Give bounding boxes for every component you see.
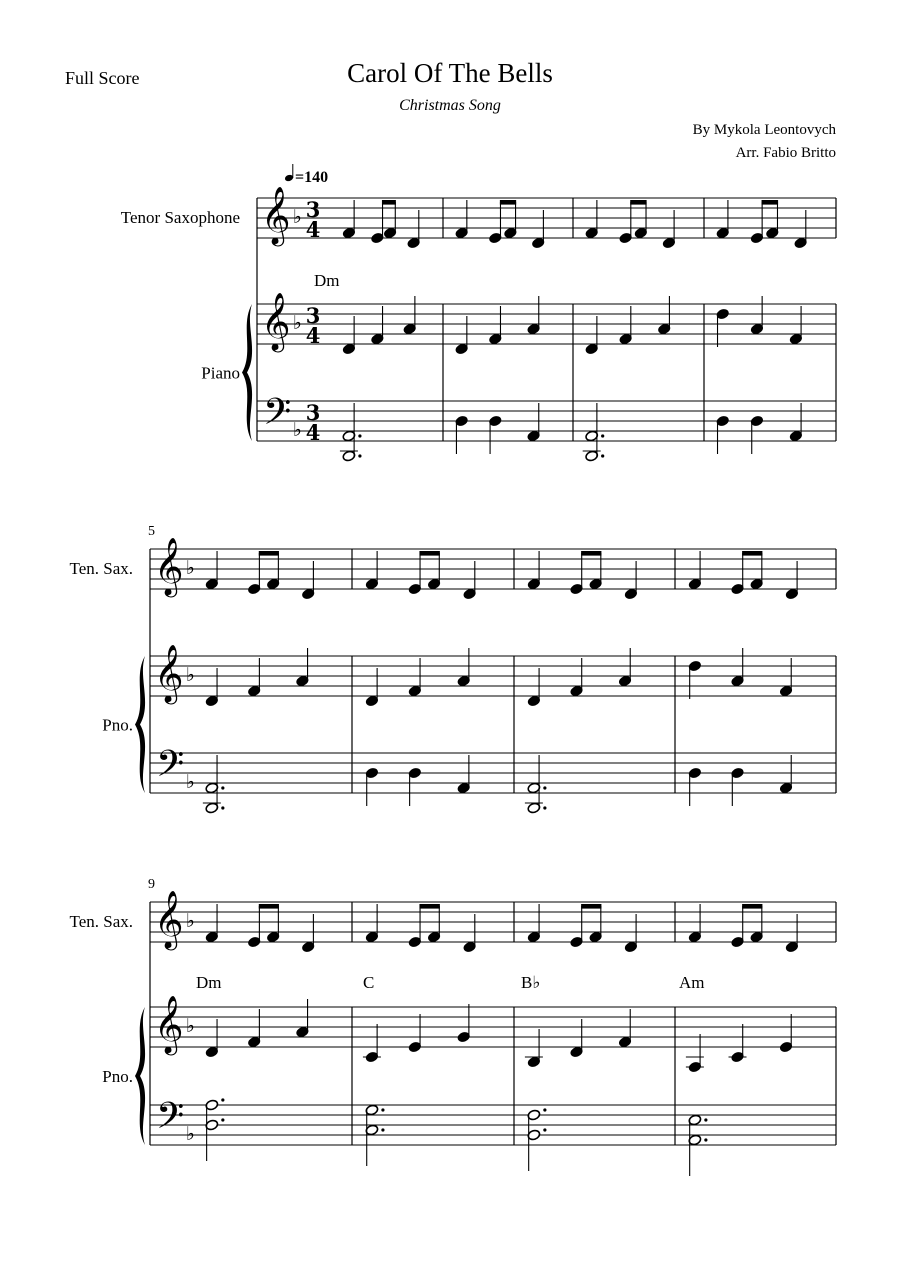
augmentation-dot (704, 1118, 707, 1121)
treble-clef-icon: 𝄞 (154, 890, 184, 948)
augmentation-dot (381, 1108, 384, 1111)
composer-credit: By Mykola Leontovych (692, 122, 836, 138)
bass-clef-icon: 𝄢 (156, 1095, 185, 1146)
time-signature-bottom: 4 (305, 323, 321, 348)
note-beam (762, 200, 779, 205)
key-signature-flat-icon: ♭ (293, 312, 302, 334)
note-beam (259, 551, 279, 556)
note-beam (500, 200, 516, 205)
augmentation-dot (221, 1118, 224, 1121)
page-title: Carol Of The Bells (347, 58, 553, 88)
augmentation-dot (704, 1138, 707, 1141)
augmentation-dot (601, 454, 604, 457)
note-beam (382, 200, 396, 205)
augmentation-dot (221, 1098, 224, 1101)
treble-clef-icon: 𝄞 (154, 537, 184, 595)
instrument-name-sax: Ten. Sax. (69, 912, 133, 931)
augmentation-dot (358, 434, 361, 437)
key-signature-flat-icon: ♭ (186, 664, 195, 686)
note-beam (419, 904, 439, 909)
augmentation-dot (543, 1128, 546, 1131)
instrument-name-piano: Pno. (102, 1067, 133, 1086)
time-signature-bottom: 4 (305, 217, 321, 242)
key-signature-flat-icon: ♭ (293, 419, 302, 441)
measure-number: 9 (148, 877, 155, 892)
arranger-credit: Arr. Fabio Britto (735, 145, 836, 161)
page-subtitle: Christmas Song (399, 97, 501, 114)
note-beam (742, 551, 762, 556)
augmentation-dot (221, 806, 224, 809)
piano-brace (135, 656, 145, 793)
augmentation-dot (543, 806, 546, 809)
note-beam (581, 551, 601, 556)
time-signature-top: 3 (305, 197, 321, 222)
key-signature-flat-icon: ♭ (186, 1015, 195, 1037)
augmentation-dot (601, 434, 604, 437)
note-beam (419, 551, 439, 556)
augmentation-dot (221, 786, 224, 789)
note-beam (630, 200, 646, 205)
time-signature-top: 3 (305, 303, 321, 328)
treble-clef-icon: 𝄞 (154, 644, 184, 702)
measure-number: 5 (148, 524, 155, 539)
instrument-name-piano: Piano (201, 363, 240, 383)
note-beam (742, 904, 762, 909)
treble-clef-icon: 𝄞 (154, 995, 184, 1053)
augmentation-dot (358, 454, 361, 457)
chord-symbol: Am (679, 973, 705, 992)
note-beam (259, 904, 279, 909)
tempo-marking: =140 (295, 169, 329, 186)
key-signature-flat-icon: ♭ (186, 771, 195, 793)
time-signature-bottom: 4 (305, 420, 321, 445)
chord-symbol: C (363, 973, 375, 992)
score-type-label: Full Score (65, 68, 140, 88)
bass-clef-icon: 𝄢 (263, 391, 292, 442)
key-signature-flat-icon: ♭ (186, 557, 195, 579)
piano-brace (242, 304, 252, 441)
treble-clef-icon: 𝄞 (261, 292, 291, 350)
augmentation-dot (543, 786, 546, 789)
chord-symbol: Dm (196, 973, 222, 992)
note-beam (581, 904, 601, 909)
instrument-name-piano: Pno. (102, 715, 133, 735)
chord-symbol: B♭ (521, 973, 541, 992)
augmentation-dot (543, 1108, 546, 1111)
time-signature-top: 3 (305, 400, 321, 425)
key-signature-flat-icon: ♭ (186, 1123, 195, 1145)
key-signature-flat-icon: ♭ (293, 206, 302, 228)
bass-clef-icon: 𝄢 (156, 743, 185, 794)
piano-brace (135, 1007, 145, 1145)
key-signature-flat-icon: ♭ (186, 910, 195, 932)
instrument-name-sax: Tenor Saxophone (120, 208, 240, 227)
instrument-name-sax: Ten. Sax. (69, 559, 133, 578)
chord-symbol: Dm (314, 271, 340, 290)
treble-clef-icon: 𝄞 (261, 186, 291, 244)
augmentation-dot (381, 1128, 384, 1131)
